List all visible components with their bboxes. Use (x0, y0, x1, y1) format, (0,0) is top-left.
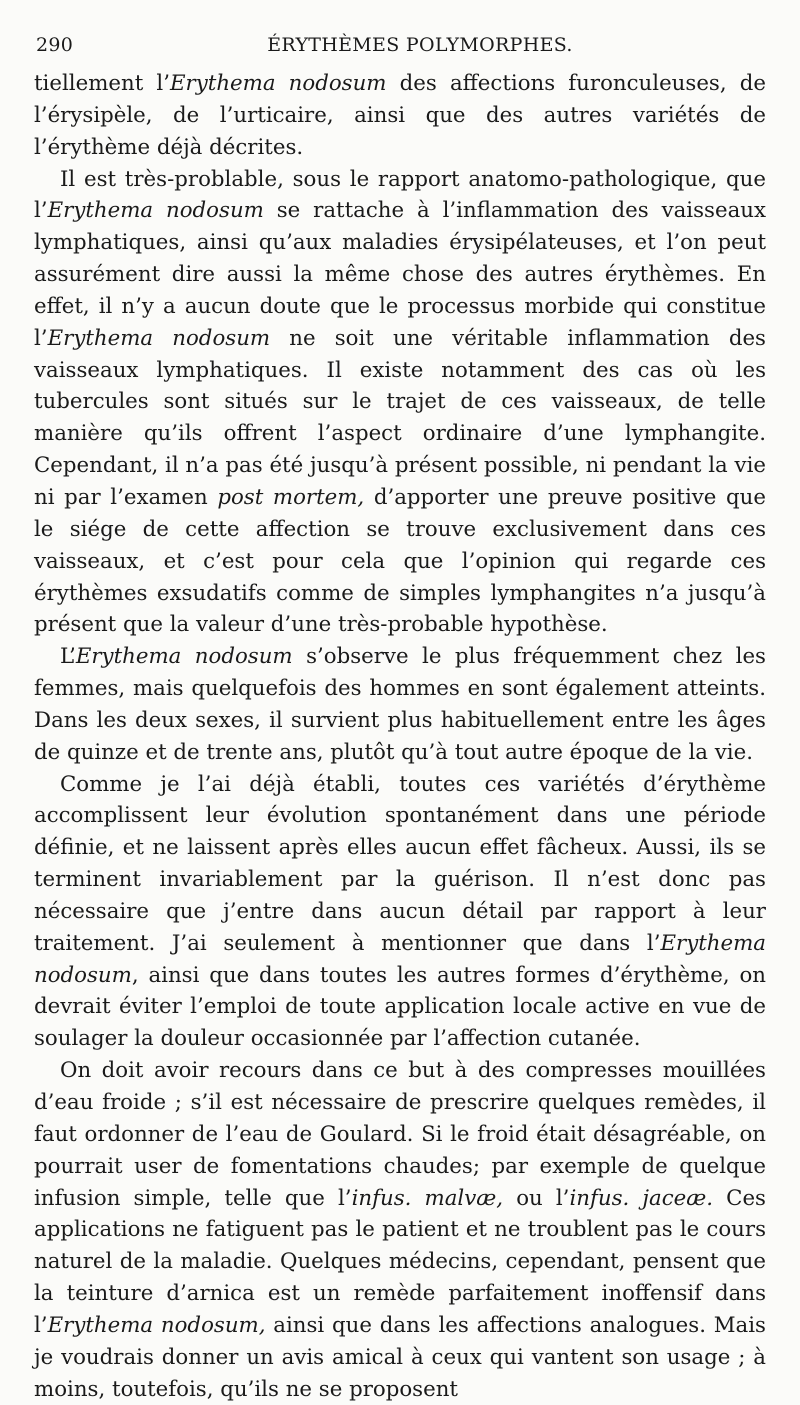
text-run: ne soit une véritable inflammation des vaisseaux lymphatiques. Il existe notamment des cas où les tubercules sont situés sur le trajet de ces vaisseaux, de telle manière qu’ils offrent l’aspect ordinaire d’une lymphangite. Cependant, il n’a pas été jusqu’à présent possible, ni pendant la vie ni par l’examen (34, 325, 766, 510)
italic-term: Erythema nodosum (170, 71, 387, 96)
text-run: L’ (60, 644, 76, 670)
text-run: On doit avoir recours dans ce but à des compresses mouillées d’eau froide ; s’il est nécessaire de prescrire quelques remèdes, il faut ordonner de l’eau de Goulard. Si le froid était désagréable, on pourrait user de fomentations chaudes; par exemple de quelque infusion simple, telle que l’ (34, 1058, 766, 1211)
text-run: ainsi que dans les affections analogues. Mais je voudrais donner un avis amical à ceux qui vantent son usage ; à moins, toutefois, qu’ils ne se proposent (34, 1312, 766, 1402)
body-text (34, 68, 766, 1405)
text-run: Comme je l’ai déjà établi, toutes ces variétés d’érythème accomplissent leur évolution spontanément dans une période définie, et ne laissent après elles aucun effet fâcheux. Aussi, ils se terminent invariablement par la guérison. Il n’est donc pas nécessaire que j’entre dans aucun détail par rapport à leur traitement. J’ai seulement à mentionner que dans l’ (34, 771, 766, 956)
text-run: Ces applications ne fatiguent pas le patient et ne troublent pas le cours naturel de la maladie. Quelques médecins, cependant, pensent que la teinture d’arnica est un remède parfaitement inoffensif dans l’ (34, 1185, 766, 1338)
italic-term: Erythema nodosum (34, 930, 766, 988)
italic-term: Erythema nodosum (47, 198, 264, 224)
page-header (36, 34, 764, 60)
italic-term: Erythema nodosum (47, 325, 271, 351)
italic-term: infus. jaceæ. (569, 1185, 714, 1211)
running-title: ÉRYTHÈMES POLYMORPHES. (267, 34, 573, 56)
text-run: Il est très-problable, sous le rapport anatomo-pathologique, que l’ (34, 166, 766, 224)
text-run: ou l’ (503, 1185, 570, 1211)
italic-term: Erythema nodosum, (47, 1312, 266, 1338)
text-run: tiellement l’ (34, 71, 170, 96)
italic-term: post mortem, (217, 484, 365, 510)
italic-term: infus. malvæ, (351, 1185, 504, 1211)
italic-term: Erythema nodosum (75, 644, 293, 670)
paragraph-3 (34, 641, 766, 768)
text-run: , ainsi que dans toutes les autres formes d’érythème, on devrait éviter l’emploi de toute application locale active en vue de soulager la douleur occasionnée par l’affection cutanée. (34, 962, 766, 1052)
text-run: s’observe le plus fréquemment chez les femmes, mais quelquefois des hommes en sont également atteints. Dans les deux sexes, il survient plus habituellement entre les âges de quinze et de trente ans, plutôt qu’à tout autre époque de la vie. (34, 644, 766, 765)
page-number: 290 (36, 34, 74, 56)
text-run: d’apporter une preuve positive que le siége de cette affection se trouve exclusivement dans ces vaisseaux, et c’est pour cela que l’opinion qui regarde ces érythèmes exsudatifs comme de simples lymphangites n’a jusqu’à présent que la valeur d’une très-probable hypothèse. (34, 484, 766, 638)
paragraph-2 (34, 164, 766, 642)
paragraph-5 (34, 1055, 766, 1405)
text-run: des affections furonculeuses, de l’érysipèle, de l’urticaire, ainsi que des autres variétés de l’érythème déjà décrites. (34, 71, 767, 160)
text-run: se rattache à l’inflammation des vaisseaux lymphatiques, ainsi qu’aux maladies érysipélateuses, et l’on peut assurément dire aussi la même chose des autres érythèmes. En effet, il n’y a aucun doute que le processus morbide qui constitue l’ (34, 198, 766, 351)
paragraph-1 (34, 68, 766, 164)
paragraph-4 (34, 769, 766, 1056)
